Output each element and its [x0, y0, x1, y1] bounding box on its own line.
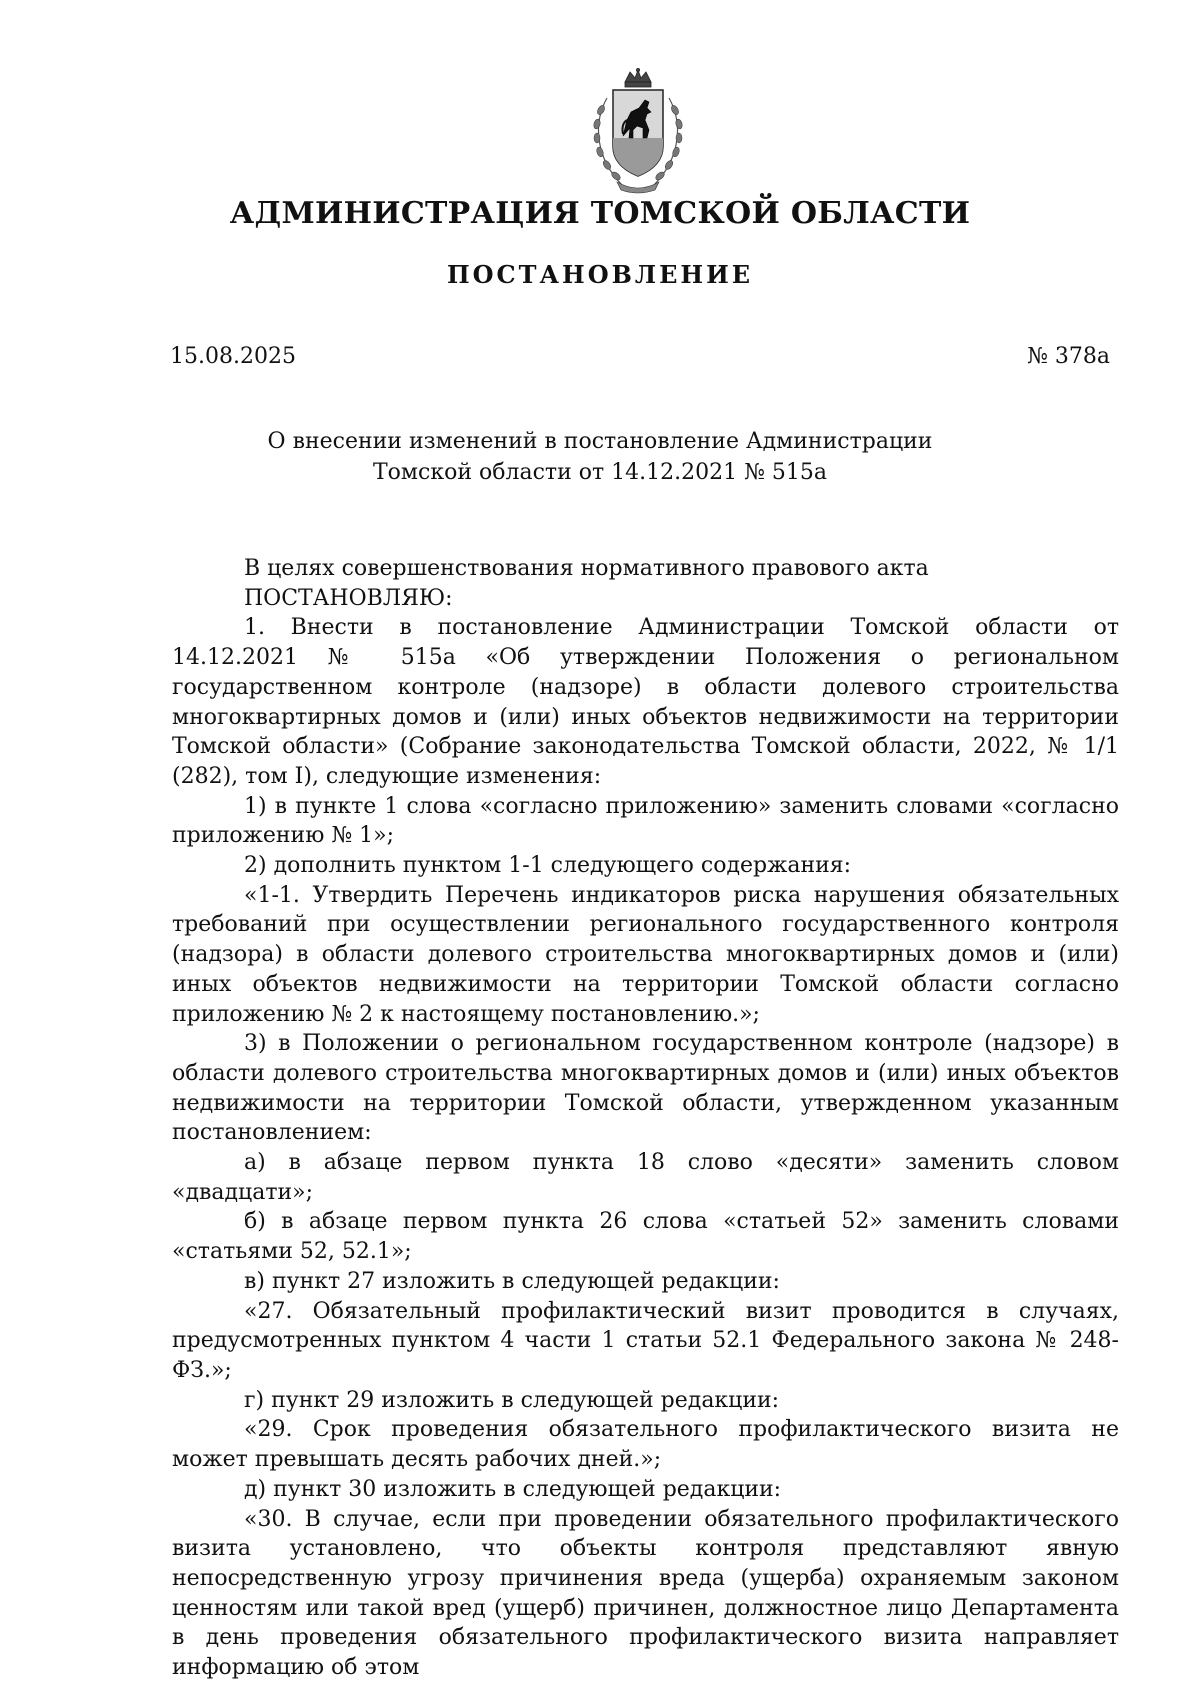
body-paragraph: «1-1. Утвердить Перечень индикаторов риска нарушения обязательных требований при осуществлении регионального государственного контроля (надзора) в области долевого строительства многоквартирных домов и (или) иных объектов недвижимости на территории Томской области согласно приложению № 2 к настоящему постановлению.»; — [172, 882, 1119, 1027]
body-paragraph: 1. Внести в постановление Администрации Томской области от 14.12.2021 № 515а «Об утверждении Положения о региональном государственном контроле (надзоре) в области долевого строительства многоквартирных домов и (или) иных объектов недвижимости на территории Томской области» (Собрание законодательства Томской области, 2022, № 1/1 (282), том I), следующие изменения: — [172, 615, 1119, 789]
document-type: ПОСТАНОВЛЕНИЕ — [446, 260, 754, 289]
document-number: № 378а — [1027, 344, 1110, 369]
body-paragraph: 1) в пункте 1 слова «согласно приложению» заменить словами «согласно приложению № 1»; — [172, 793, 1119, 849]
subject-line: Томской области от 14.12.2021 № 515а — [372, 460, 828, 485]
body-paragraph: в) пункт 27 изложить в следующей редакции: — [244, 1268, 780, 1294]
body-paragraph: г) пункт 29 изложить в следующей редакции: — [244, 1387, 780, 1413]
coat-of-arms-icon — [583, 68, 693, 196]
subject-line: О внесении изменений в постановление Администрации — [267, 429, 933, 454]
document-subject — [0, 426, 1200, 488]
document-body — [172, 554, 1119, 1683]
body-paragraph: д) пункт 30 изложить в следующей редакции: — [244, 1476, 782, 1502]
body-paragraph: ПОСТАНОВЛЯЮ: — [244, 585, 453, 611]
body-paragraph: б) в абзаце первом пункта 26 слова «статьей 52» заменить словами «статьями 52, 52.1»; — [172, 1209, 1119, 1265]
body-paragraph: «29. Срок проведения обязательного профилактического визита не может превышать десять рабочих дней.»; — [172, 1417, 1119, 1473]
body-paragraph: 2) дополнить пунктом 1-1 следующего содержания: — [244, 853, 852, 879]
body-paragraph: «27. Обязательный профилактический визит проводится в случаях, предусмотренных пунктом 4 части 1 статьи 52.1 Федерального закона № 248-ФЗ.»; — [172, 1298, 1119, 1383]
body-paragraph: В целях совершенствования нормативного правового акта — [244, 556, 929, 581]
document-date: 15.08.2025 — [170, 344, 296, 369]
body-paragraph: «30. В случае, если при проведении обязательного профилактического визита установлено, что объекты контроля представляют явную непосредственную угрозу причинения вреда (ущерба) охраняемым законом ценностям или такой вред (ущерб) причинен, должностное лицо Департамента в день проведения обязательного профилактического визита направляет информацию об этом — [172, 1506, 1119, 1681]
organization-title: АДМИНИСТРАЦИЯ ТОМСКОЙ ОБЛАСТИ — [229, 196, 971, 231]
body-paragraph: 3) в Положении о региональном государственном контроле (надзоре) в области долевого строительства многоквартирных домов и (или) иных объектов недвижимости на территории Томской области, утвержденном указанным постановлением: — [172, 1031, 1119, 1146]
body-paragraph: а) в абзаце первом пункта 18 слово «десяти» заменить словом «двадцати»; — [172, 1150, 1119, 1205]
